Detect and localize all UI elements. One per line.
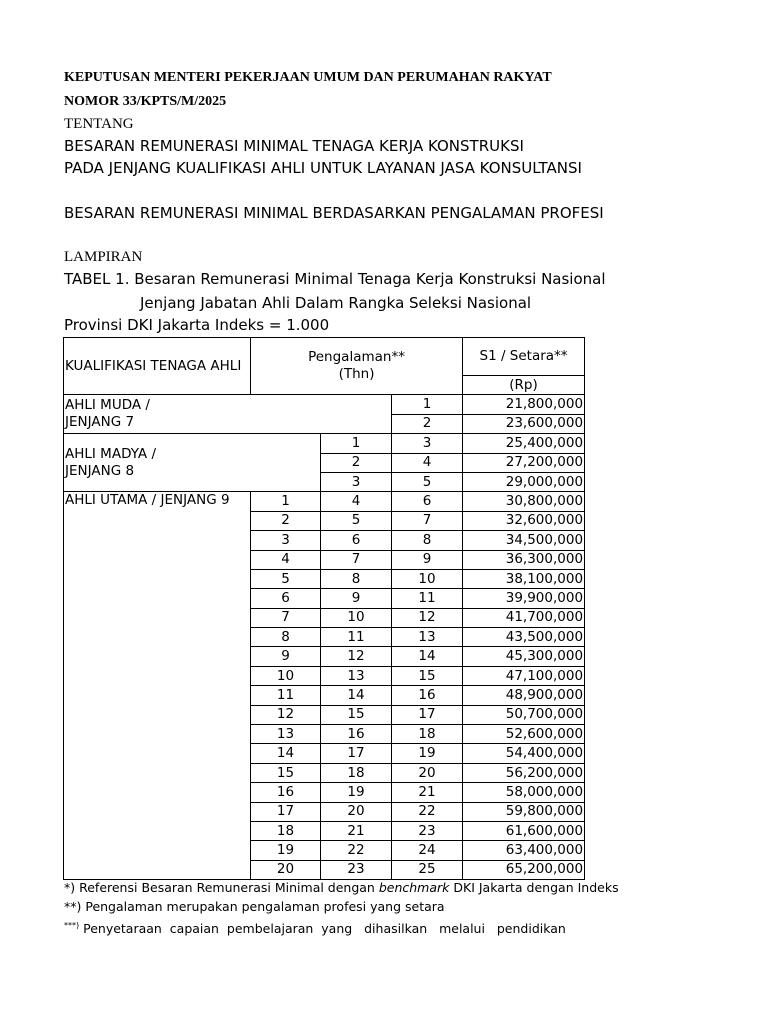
value-cell: 36,300,000	[463, 550, 585, 569]
level-cell: 7	[321, 550, 392, 569]
grade-cell: 18	[251, 821, 321, 840]
footnote-3-marker: ***)	[64, 921, 80, 930]
value-cell: 21,800,000	[463, 395, 585, 414]
level-cell: 18	[321, 763, 392, 782]
col-experience-label: Pengalaman**	[308, 349, 405, 366]
experience-cell: 23	[392, 821, 463, 840]
value-cell: 23,600,000	[463, 414, 585, 433]
footnote-3	[64, 921, 566, 936]
table-row	[64, 395, 585, 414]
level-cell: 16	[321, 725, 392, 744]
subject-line-1: BESARAN REMUNERASI MINIMAL TENAGA KERJA KONSTRUKSI	[64, 137, 524, 155]
level-cell: 23	[321, 860, 392, 879]
value-cell: 65,200,000	[463, 860, 585, 879]
value-cell: 41,700,000	[463, 608, 585, 627]
grade-cell: 11	[251, 686, 321, 705]
decree-title: KEPUTUSAN MENTERI PEKERJAAN UMUM DAN PERUMAHAN RAKYAT	[64, 70, 552, 85]
value-cell: 48,900,000	[463, 686, 585, 705]
footnote-1	[64, 880, 619, 895]
level-cell: 9	[321, 589, 392, 608]
value-cell: 56,200,000	[463, 763, 585, 782]
col-s1-header: S1 / Setara**	[463, 338, 585, 376]
level-cell: 2	[321, 453, 392, 472]
value-cell: 34,500,000	[463, 531, 585, 550]
decree-number: NOMOR 33/KPTS/M/2025	[64, 94, 227, 109]
value-cell: 61,600,000	[463, 821, 585, 840]
footnote-1-italic: benchmark	[378, 880, 450, 895]
grade-cell: 1	[251, 492, 321, 511]
value-cell: 50,700,000	[463, 705, 585, 724]
table-caption-line-1: TABEL 1. Besaran Remunerasi Minimal Tenaga Kerja Konstruksi Nasional	[64, 270, 606, 288]
table-header-row	[64, 338, 585, 376]
experience-cell: 24	[392, 841, 463, 860]
utama-label: AHLI UTAMA / JENJANG 9	[64, 492, 251, 880]
level-cell: 4	[321, 492, 392, 511]
col-experience-unit: (Thn)	[338, 366, 375, 383]
experience-cell: 15	[392, 666, 463, 685]
level-cell: 20	[321, 802, 392, 821]
muda-label-line-2: JENJANG 7	[65, 414, 135, 431]
experience-cell: 20	[392, 763, 463, 782]
grade-cell: 4	[251, 550, 321, 569]
experience-cell: 25	[392, 860, 463, 879]
level-cell: 6	[321, 531, 392, 550]
experience-cell: 5	[392, 472, 463, 491]
experience-cell: 17	[392, 705, 463, 724]
value-cell: 59,800,000	[463, 802, 585, 821]
grade-cell: 12	[251, 705, 321, 724]
level-cell: 10	[321, 608, 392, 627]
grade-cell: 16	[251, 783, 321, 802]
appendix-label: LAMPIRAN	[64, 249, 143, 265]
col-unit-header: (Rp)	[463, 376, 585, 395]
level-cell: 21	[321, 821, 392, 840]
grade-cell: 13	[251, 725, 321, 744]
experience-cell: 7	[392, 511, 463, 530]
grade-cell: 14	[251, 744, 321, 763]
table-caption-line-2: Jenjang Jabatan Ahli Dalam Rangka Seleksi Nasional	[140, 294, 532, 312]
experience-cell: 13	[392, 628, 463, 647]
experience-cell: 9	[392, 550, 463, 569]
experience-cell: 19	[392, 744, 463, 763]
province-line: Provinsi DKI Jakarta Indeks = 1.000	[64, 316, 330, 334]
value-cell: 25,400,000	[463, 434, 585, 453]
experience-cell: 12	[392, 608, 463, 627]
value-cell: 29,000,000	[463, 472, 585, 491]
experience-cell: 22	[392, 802, 463, 821]
muda-label-line-1: AHLI MUDA /	[65, 397, 150, 414]
value-cell: 38,100,000	[463, 569, 585, 588]
experience-cell: 4	[392, 453, 463, 472]
grade-cell: 17	[251, 802, 321, 821]
footnote-2: **) Pengalaman merupakan pengalaman profesi yang setara	[64, 899, 445, 914]
subject-line-2: PADA JENJANG KUALIFIKASI AHLI UNTUK LAYANAN JASA KONSULTANSI	[64, 159, 582, 177]
level-cell: 1	[321, 434, 392, 453]
value-cell: 27,200,000	[463, 453, 585, 472]
grade-cell: 7	[251, 608, 321, 627]
madya-label-line-1: AHLI MADYA /	[65, 445, 156, 462]
grade-cell: 15	[251, 763, 321, 782]
level-cell: 22	[321, 841, 392, 860]
grade-cell: 9	[251, 647, 321, 666]
madya-label	[64, 434, 321, 492]
footnote-1-prefix: *) Referensi Besaran Remunerasi Minimal dengan	[64, 880, 379, 895]
grade-cell: 3	[251, 531, 321, 550]
level-cell: 5	[321, 511, 392, 530]
grade-cell: 19	[251, 841, 321, 860]
level-cell: 15	[321, 705, 392, 724]
grade-cell: 10	[251, 666, 321, 685]
value-cell: 32,600,000	[463, 511, 585, 530]
section-title: BESARAN REMUNERASI MINIMAL BERDASARKAN PENGALAMAN PROFESI	[64, 204, 604, 222]
experience-cell: 2	[392, 414, 463, 433]
grade-cell: 2	[251, 511, 321, 530]
muda-label	[64, 395, 392, 434]
value-cell: 47,100,000	[463, 666, 585, 685]
level-cell: 12	[321, 647, 392, 666]
col-qualification-header: KUALIFIKASI TENAGA AHLI	[64, 338, 251, 395]
grade-cell: 6	[251, 589, 321, 608]
value-cell: 54,400,000	[463, 744, 585, 763]
level-cell: 8	[321, 569, 392, 588]
document-page	[64, 0, 619, 1024]
footnote-3-text: Penyetaraan capaian pembelajaran yang dihasilkan melalui pendidikan	[83, 921, 566, 936]
experience-cell: 6	[392, 492, 463, 511]
experience-cell: 3	[392, 434, 463, 453]
grade-cell: 8	[251, 628, 321, 647]
table-row	[64, 492, 585, 511]
experience-cell: 11	[392, 589, 463, 608]
remuneration-table	[63, 337, 585, 880]
madya-label-line-2: JENJANG 8	[65, 462, 135, 479]
about-label: TENTANG	[64, 116, 134, 132]
experience-cell: 16	[392, 686, 463, 705]
value-cell: 39,900,000	[463, 589, 585, 608]
level-cell: 19	[321, 783, 392, 802]
table-row	[64, 434, 585, 453]
experience-cell: 14	[392, 647, 463, 666]
value-cell: 58,000,000	[463, 783, 585, 802]
level-cell: 14	[321, 686, 392, 705]
value-cell: 30,800,000	[463, 492, 585, 511]
level-cell: 11	[321, 628, 392, 647]
value-cell: 43,500,000	[463, 628, 585, 647]
level-cell: 17	[321, 744, 392, 763]
experience-cell: 18	[392, 725, 463, 744]
level-cell: 13	[321, 666, 392, 685]
experience-cell: 10	[392, 569, 463, 588]
col-experience-header	[251, 338, 463, 395]
level-cell: 3	[321, 472, 392, 491]
experience-cell: 21	[392, 783, 463, 802]
grade-cell: 5	[251, 569, 321, 588]
experience-cell: 8	[392, 531, 463, 550]
value-cell: 63,400,000	[463, 841, 585, 860]
grade-cell: 20	[251, 860, 321, 879]
experience-cell: 1	[392, 395, 463, 414]
value-cell: 52,600,000	[463, 725, 585, 744]
value-cell: 45,300,000	[463, 647, 585, 666]
footnote-1-suffix: DKI Jakarta dengan Indeks	[449, 880, 619, 895]
